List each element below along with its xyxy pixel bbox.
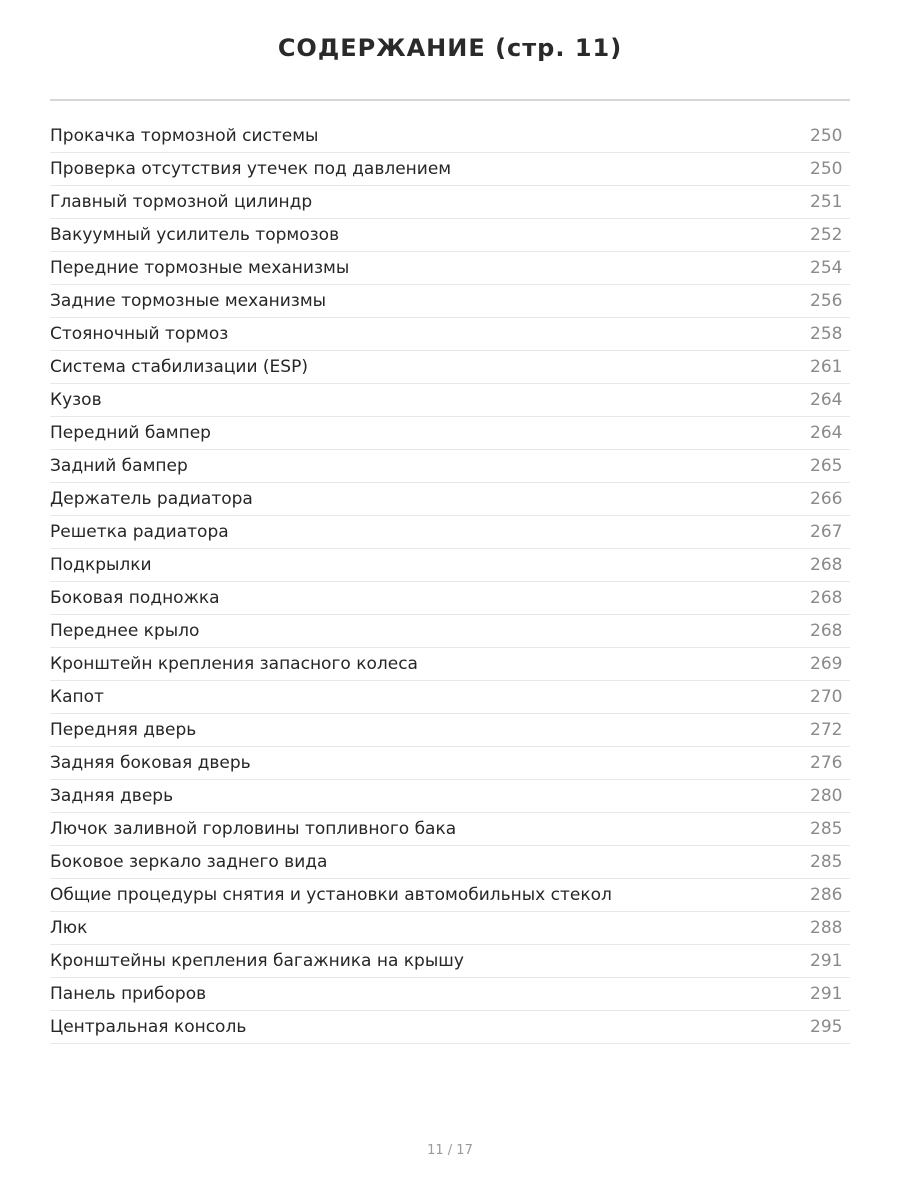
toc-entry-title: Задняя боковая дверь	[50, 753, 251, 773]
toc-entry-page-number: 266	[810, 489, 843, 509]
toc-entry[interactable]	[50, 219, 850, 252]
toc-entry-title: Задняя дверь	[50, 786, 174, 806]
toc-entry[interactable]	[50, 120, 850, 153]
toc-entry-page-number: 268	[810, 621, 843, 641]
toc-entry[interactable]	[50, 582, 850, 615]
toc-entry[interactable]	[50, 549, 850, 582]
toc-entry-title: Передний бампер	[50, 423, 211, 443]
toc-entry-page-number: 250	[810, 126, 843, 146]
toc-entry-page-number: 286	[810, 885, 843, 905]
toc-entry[interactable]	[50, 252, 850, 285]
toc-entry-page-number: 276	[810, 753, 843, 773]
toc-entry-page-number: 268	[810, 555, 843, 575]
toc-entry-title: Панель приборов	[50, 984, 207, 1004]
page-title: СОДЕРЖАНИЕ (стр. 11)	[277, 34, 623, 62]
toc-entry-title: Вакуумный усилитель тормозов	[50, 225, 340, 245]
toc-entry[interactable]	[50, 879, 850, 912]
toc-entry-page-number: 268	[810, 588, 843, 608]
toc-entry-title: Передние тормозные механизмы	[50, 258, 350, 278]
toc-entry[interactable]	[50, 747, 850, 780]
toc-entry[interactable]	[50, 681, 850, 714]
toc-entry-title: Стояночный тормоз	[50, 324, 229, 344]
toc-entry-title: Проверка отсутствия утечек под давлением	[50, 159, 452, 179]
toc-entry[interactable]	[50, 417, 850, 450]
toc-entry-title: Задний бампер	[50, 456, 188, 476]
toc-entry-title: Люк	[50, 918, 88, 938]
toc-entry[interactable]	[50, 318, 850, 351]
toc-entry-title: Центральная консоль	[50, 1017, 247, 1037]
toc-entry-title: Лючок заливной горловины топливного бака	[50, 819, 457, 839]
toc-entry-page-number: 258	[810, 324, 843, 344]
toc-entry[interactable]	[50, 648, 850, 681]
toc-entry[interactable]	[50, 516, 850, 549]
table-of-contents	[50, 120, 850, 1044]
toc-entry-title: Передняя дверь	[50, 720, 197, 740]
toc-entry-page-number: 288	[810, 918, 843, 938]
toc-entry-page-number: 251	[810, 192, 843, 212]
toc-entry-page-number: 291	[810, 951, 843, 971]
toc-entry-page-number: 295	[810, 1017, 843, 1037]
toc-entry-title: Подкрылки	[50, 555, 152, 575]
toc-entry-page-number: 264	[810, 390, 843, 410]
toc-entry-page-number: 254	[810, 258, 843, 278]
page-indicator: 11 / 17	[427, 1143, 473, 1158]
toc-entry[interactable]	[50, 384, 850, 417]
title-divider	[50, 99, 850, 101]
toc-entry-page-number: 291	[810, 984, 843, 1004]
toc-entry-title: Кронштейн крепления запасного колеса	[50, 654, 418, 674]
toc-entry-title: Боковое зеркало заднего вида	[50, 852, 328, 872]
toc-entry-page-number: 285	[810, 819, 843, 839]
toc-entry-title: Кузов	[50, 390, 102, 410]
toc-entry-title: Система стабилизации (ESP)	[50, 357, 308, 377]
toc-entry-title: Решетка радиатора	[50, 522, 229, 542]
toc-entry[interactable]	[50, 483, 850, 516]
toc-entry-page-number: 270	[810, 687, 843, 707]
toc-entry[interactable]	[50, 780, 850, 813]
toc-entry[interactable]	[50, 615, 850, 648]
toc-entry-title: Капот	[50, 687, 104, 707]
toc-entry[interactable]	[50, 186, 850, 219]
toc-entry[interactable]	[50, 450, 850, 483]
toc-entry-page-number: 256	[810, 291, 843, 311]
toc-entry[interactable]	[50, 846, 850, 879]
toc-entry[interactable]	[50, 1011, 850, 1044]
toc-entry-page-number: 272	[810, 720, 843, 740]
toc-entry-title: Общие процедуры снятия и установки автомобильных стекол	[50, 885, 612, 905]
toc-entry[interactable]	[50, 912, 850, 945]
toc-entry-title: Задние тормозные механизмы	[50, 291, 327, 311]
toc-entry-page-number: 280	[810, 786, 843, 806]
toc-entry-title: Прокачка тормозной системы	[50, 126, 319, 146]
toc-entry[interactable]	[50, 153, 850, 186]
toc-entry[interactable]	[50, 813, 850, 846]
toc-entry-title: Боковая подножка	[50, 588, 220, 608]
toc-entry-page-number: 267	[810, 522, 843, 542]
toc-entry-page-number: 265	[810, 456, 843, 476]
toc-entry-page-number: 252	[810, 225, 843, 245]
toc-entry[interactable]	[50, 714, 850, 747]
toc-entry-page-number: 264	[810, 423, 843, 443]
toc-entry[interactable]	[50, 285, 850, 318]
toc-entry-title: Кронштейны крепления багажника на крышу	[50, 951, 464, 971]
toc-entry-page-number: 285	[810, 852, 843, 872]
toc-entry-title: Держатель радиатора	[50, 489, 253, 509]
toc-entry[interactable]	[50, 351, 850, 384]
toc-entry-page-number: 250	[810, 159, 843, 179]
toc-entry-title: Главный тормозной цилиндр	[50, 192, 313, 212]
toc-entry[interactable]	[50, 945, 850, 978]
toc-entry-title: Переднее крыло	[50, 621, 200, 641]
toc-entry[interactable]	[50, 978, 850, 1011]
toc-entry-page-number: 261	[810, 357, 843, 377]
toc-entry-page-number: 269	[810, 654, 843, 674]
